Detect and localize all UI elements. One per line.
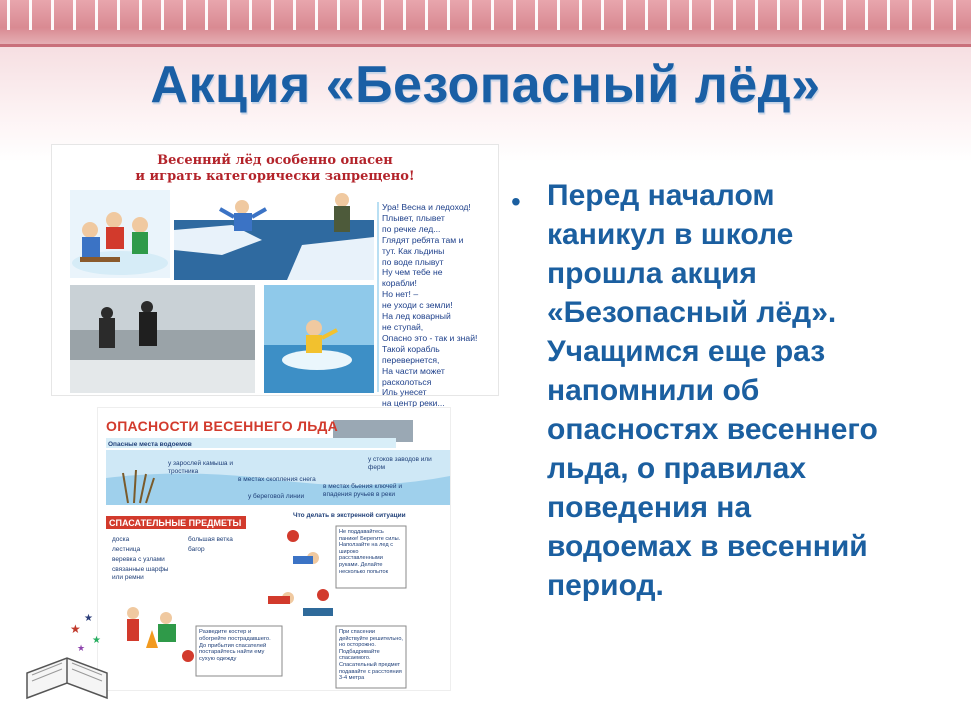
poem-line: корабли! — [382, 278, 417, 289]
bullet-paragraph — [547, 176, 947, 605]
star-icon: ★ — [70, 622, 81, 636]
poem-line: Но нет! – — [382, 289, 419, 300]
poem-line: Опасно это - так и знай! — [382, 332, 478, 343]
tip-rescue: При спасении действуйте решительно, но осторожно. Подбадривайте спасаемого. Спасательный предмет подавайте с расстояния 3-4 метра — [339, 629, 403, 682]
poem-line: Ну чем тебе не — [382, 267, 443, 278]
label-reeds: у зарослей камыша и тростника — [168, 460, 233, 475]
poem-line: тут. Как льдины — [382, 245, 445, 256]
bullet-line: водоемах в весенний — [547, 530, 868, 563]
bullet-line: напомнили об — [547, 374, 760, 407]
poem-line: не уходи с земли! — [382, 300, 453, 311]
poem-line: Ура! Весна и ледоход! — [382, 202, 471, 212]
boy-on-ice-floe-illustration — [174, 190, 374, 280]
poem-line: Плывет, плывет — [382, 212, 445, 223]
what-to-do-label: Что делать в экстренной ситуации — [293, 512, 406, 519]
poem-line: по воде плывут — [382, 256, 444, 267]
poster-heading-line2: и играть категорически запрещено! — [135, 169, 415, 184]
tip-warmup: Разведите костер и обогрейте пострадавшего. До прибытия спасателей постарайтесь найти ему сухую одежду — [199, 629, 271, 663]
poem-line: На лед коварный — [382, 311, 451, 322]
poem-line: Такой корабль — [382, 343, 440, 354]
label-springs: в местах бьения ключей и впадения ручьев в реки — [323, 483, 402, 498]
bullet-line: Учащимся еще раз — [547, 335, 826, 368]
star-icon: ★ — [84, 613, 93, 624]
label-snow: в местах скопления снега — [238, 476, 316, 483]
poem-line: Иль унесет — [382, 387, 427, 398]
rescue-item: веревка с узлами — [112, 556, 165, 563]
campfire-illustration — [146, 630, 158, 648]
poster-spring-ice — [52, 145, 498, 409]
rescue-item: связанные шарфы или ремни — [112, 566, 169, 581]
bullet-line: прошла акция — [547, 257, 757, 290]
poster-ice-dangers — [98, 408, 450, 690]
poem-line: на центр реки... — [382, 398, 445, 409]
rescue-item: большая ветка — [188, 536, 233, 543]
bullet-line: «Безопасный лёд». — [547, 296, 837, 329]
bullet-line: льда, о правилах — [547, 452, 806, 485]
bullet-line: каникул в школе — [547, 218, 794, 251]
poem-line: расколоться — [382, 376, 432, 387]
spiral-binding — [0, 0, 971, 30]
girl-on-ice-floe-illustration — [264, 285, 374, 393]
star-icon: ★ — [92, 635, 101, 646]
poster-heading-line1: Весенний лёд особенно опасен — [157, 153, 393, 168]
rescue-item: багор — [188, 546, 205, 553]
poem-line: по речке лед... — [382, 223, 441, 234]
poster-dangers-title: ОПАСНОСТИ ВЕСЕННЕГО ЛЬДА — [106, 418, 339, 434]
rescue-item: лестница — [112, 546, 141, 553]
poem-line: На части может — [382, 365, 445, 376]
label-shore: у береговой линии — [248, 493, 305, 500]
bullet-marker: • — [511, 186, 521, 217]
rescue-item: доска — [112, 536, 130, 543]
poem-line: не ступай, — [382, 321, 424, 332]
label-plants: у стоков заводов или ферм — [368, 456, 432, 471]
bullet-line: Перед началом — [547, 179, 775, 212]
bullet-line: поведения на — [547, 491, 752, 524]
star-icon: ★ — [77, 643, 86, 653]
children-sledding-illustration — [70, 190, 170, 278]
poem-line: перевернется, — [382, 354, 440, 365]
open-book-icon — [22, 603, 112, 703]
photo-people-on-ice — [70, 285, 255, 393]
poem-box — [377, 202, 498, 409]
rescue-items-title: СПАСАТЕЛЬНЫЕ ПРЕДМЕТЫ — [109, 518, 242, 528]
slide-title: Акция «Безопасный лёд» — [150, 56, 821, 114]
bullet-line: опасностях весеннего — [547, 413, 878, 446]
tip-panic: Не поддавайтесь панике! Берегите силы. Наползайте на лед с широко расставленными руками. Делайте несколько попыток — [339, 529, 401, 575]
bullet-line: период. — [547, 569, 664, 602]
poem-line: Глядят ребята там и — [382, 234, 464, 245]
dangerous-places-label: Опасные места водоемов — [108, 441, 192, 448]
